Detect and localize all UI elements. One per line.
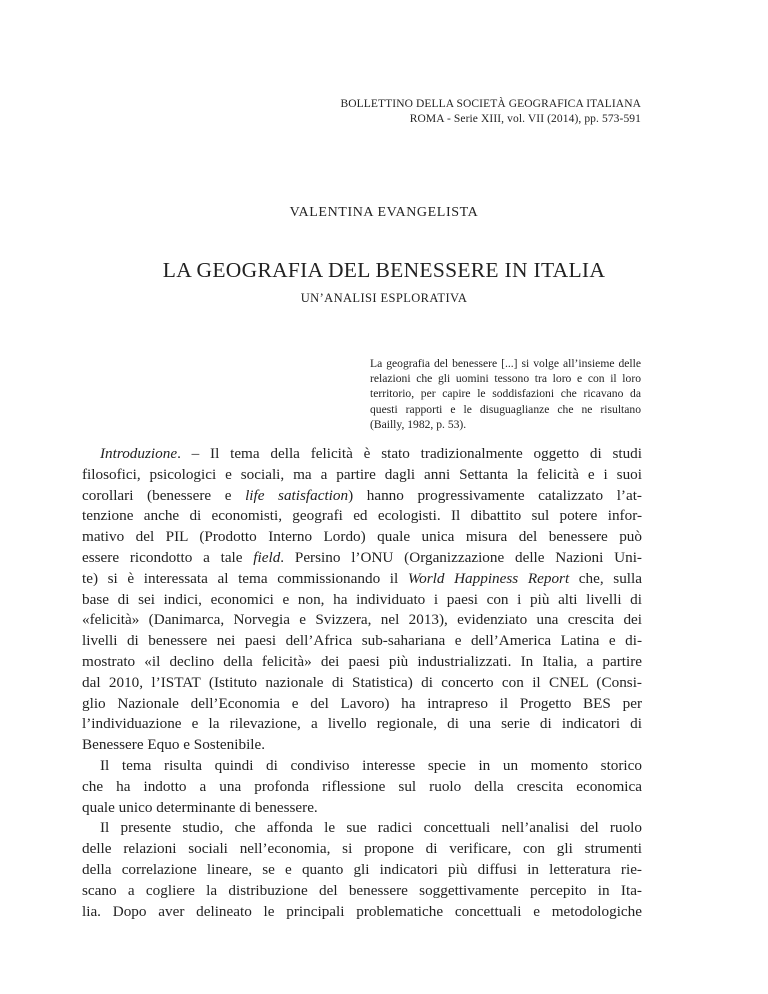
body-line: filosofici, psicologici e sociali, ma a partire dagli anni Settanta la felicità e i suoi bbox=[82, 465, 642, 483]
body-line: «felicità» (Danimarca, Norvegia e Svizzera, nel 2013), evidenziato una crescita dei bbox=[82, 611, 642, 629]
author-name: VALENTINA EVANGELISTA bbox=[289, 205, 479, 220]
article-body bbox=[82, 444, 642, 922]
epigraph-quote: La geografia del benessere [...] si volge all’insieme delle relazioni che gli uomini tessono tra loro e con il loro territorio, per capire le soddisfazioni che ricavano da questi rapporti e le disuguaglianze che ne risultano (Bailly, 1982, p. 53). bbox=[370, 357, 641, 431]
body-line: Il presente studio, che affonda le sue radici concettuali nell’analisi del ruolo bbox=[100, 819, 642, 837]
body-line: delle relazioni sociali nell’economia, si propone di verificare, con gli strumenti bbox=[82, 840, 642, 858]
article-subtitle: UN’ANALISI ESPLORATIVA bbox=[300, 291, 468, 305]
body-line: corollari (benessere e life satisfaction) hanno progressivamente catalizzato l’at- bbox=[82, 486, 642, 504]
body-line: Il tema risulta quindi di condiviso interesse specie in un momento storico bbox=[100, 756, 642, 774]
journal-name: BOLLETTINO DELLA SOCIETÀ GEOGRAFICA ITALIANA bbox=[340, 98, 641, 110]
body-line: dal 2010, l’ISTAT (Istituto nazionale di Statistica) di concerto con il CNEL (Consi- bbox=[82, 673, 642, 691]
body-line: tenzione anche di economisti, geografi ed ecologisti. Il dibattito sul potere infor- bbox=[82, 507, 642, 525]
body-line: base di sei indici, economici e non, ha individuato i paesi con i più alti livelli di bbox=[82, 590, 642, 608]
body-line: quale unico determinante di benessere. bbox=[82, 798, 318, 816]
article-title: LA GEOGRAFIA DEL BENESSERE IN ITALIA bbox=[162, 258, 606, 282]
body-line: lia. Dopo aver delineato le principali problematiche concettuali e metodologiche bbox=[82, 902, 642, 920]
body-line: livelli di benessere nei paesi dell’Africa sub-sahariana e dell’America Latina e di- bbox=[82, 632, 642, 650]
body-line: mativo del PIL (Prodotto Interno Lordo) quale unica misura del benessere può bbox=[82, 528, 642, 546]
body-line: che ha indotto a una profonda riflessione sul ruolo della crescita economica bbox=[82, 777, 642, 795]
body-line: della correlazione lineare, se e quanto gli indicatori più diffusi in letteratura rie- bbox=[82, 860, 642, 878]
body-line: essere ricondotto a tale field. Persino l’ONU (Organizzazione delle Nazioni Uni- bbox=[82, 548, 642, 566]
body-line: Introduzione. – Il tema della felicità è stato tradizionalmente oggetto di studi bbox=[100, 445, 642, 462]
journal-issue: ROMA - Serie XIII, vol. VII (2014), pp. 573-591 bbox=[409, 113, 641, 125]
section-heading: Introduzione bbox=[100, 445, 178, 462]
body-line: Benessere Equo e Sostenibile. bbox=[82, 736, 266, 754]
journal-header bbox=[340, 97, 641, 127]
body-line: glio Nazionale dell’Economia e del Lavoro) ha intrapreso il Progetto BES per bbox=[82, 694, 642, 712]
body-line: scano a cogliere la distribuzione del benessere soggettivamente percepito in Ita- bbox=[82, 881, 642, 899]
body-line: mostrato «il declino della felicità» dei paesi più industrializzati. In Italia, a partire bbox=[82, 652, 642, 670]
body-line: l’individuazione e la rilevazione, a livello regionale, di una serie di indicatori di bbox=[82, 715, 642, 733]
body-line: te) si è interessata al tema commissionando il World Happiness Report che, sulla bbox=[82, 569, 642, 587]
